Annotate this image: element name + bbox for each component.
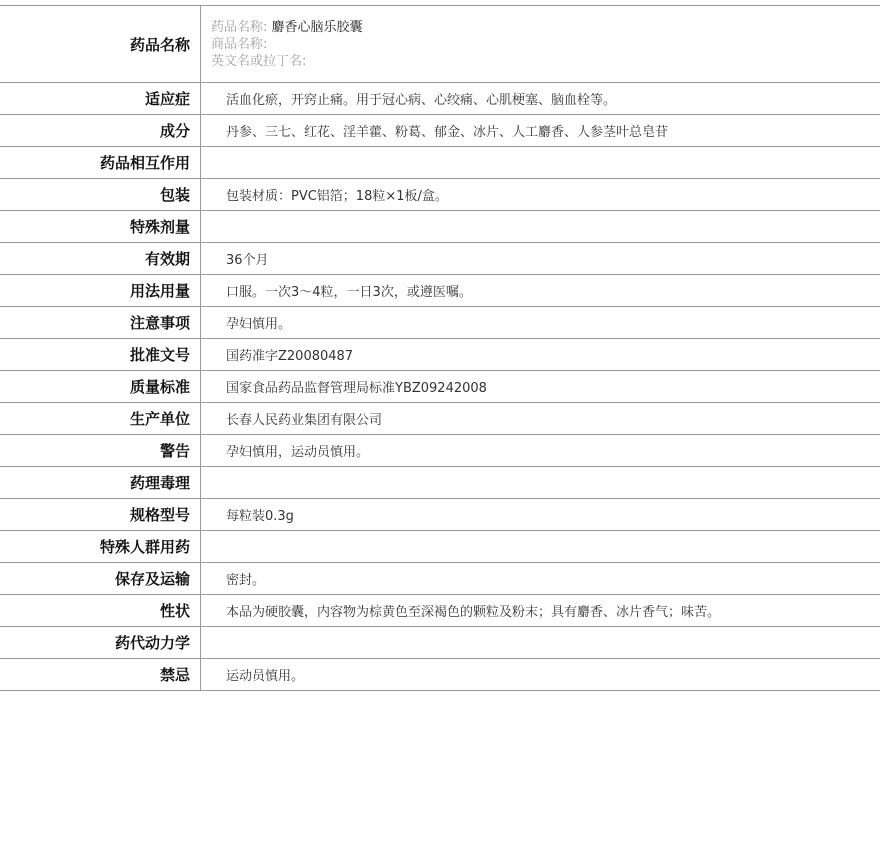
drug-name-block bbox=[201, 6, 880, 83]
spec-label-drug-name: 药品名称 bbox=[0, 6, 201, 83]
spec-label: 特殊剂量 bbox=[0, 211, 201, 243]
spec-label: 批准文号 bbox=[0, 339, 201, 371]
spec-label: 警告 bbox=[0, 435, 201, 467]
spec-row-precautions bbox=[0, 307, 880, 339]
drug-spec-table bbox=[0, 5, 880, 691]
spec-row-special-populations bbox=[0, 531, 880, 563]
spec-value bbox=[201, 531, 880, 563]
spec-label: 性状 bbox=[0, 595, 201, 627]
spec-row-dosage bbox=[0, 275, 880, 307]
spec-value bbox=[201, 627, 880, 659]
spec-value: 丹参、三七、红花、淫羊藿、粉葛、郁金、冰片、人工麝香、人参茎叶总皂苷 bbox=[201, 115, 880, 147]
spec-row-interactions bbox=[0, 147, 880, 179]
spec-row-pharmacology bbox=[0, 467, 880, 499]
spec-value: 活血化瘀，开窍止痛。用于冠心病、心绞痛、心肌梗塞、脑血栓等。 bbox=[201, 83, 880, 115]
spec-row-drug-name bbox=[0, 6, 880, 83]
spec-row-indications bbox=[0, 83, 880, 115]
latin-name-label: 英文名或拉丁名: bbox=[211, 53, 307, 69]
spec-value: 孕妇慎用，运动员慎用。 bbox=[201, 435, 880, 467]
spec-value bbox=[201, 211, 880, 243]
spec-row-shelf-life bbox=[0, 243, 880, 275]
spec-label: 有效期 bbox=[0, 243, 201, 275]
spec-row-description bbox=[0, 595, 880, 627]
spec-value: 口服。一次3～4粒，一日3次，或遵医嘱。 bbox=[201, 275, 880, 307]
spec-label: 用法用量 bbox=[0, 275, 201, 307]
spec-label: 成分 bbox=[0, 115, 201, 147]
spec-row-specification bbox=[0, 499, 880, 531]
spec-row-approval-number bbox=[0, 339, 880, 371]
trade-name-line bbox=[211, 36, 880, 53]
spec-label: 注意事项 bbox=[0, 307, 201, 339]
spec-row-storage bbox=[0, 563, 880, 595]
spec-label: 包装 bbox=[0, 179, 201, 211]
spec-label: 质量标准 bbox=[0, 371, 201, 403]
spec-value: 包装材质：PVC铝箔；18粒×1板/盒。 bbox=[201, 179, 880, 211]
spec-value: 孕妇慎用。 bbox=[201, 307, 880, 339]
spec-value bbox=[201, 467, 880, 499]
spec-row-manufacturer bbox=[0, 403, 880, 435]
spec-value bbox=[201, 147, 880, 179]
spec-value: 每粒装0.3g bbox=[201, 499, 880, 531]
spec-label: 适应症 bbox=[0, 83, 201, 115]
spec-label: 药品相互作用 bbox=[0, 147, 201, 179]
drug-name-value: 麝香心脑乐胶囊 bbox=[271, 19, 363, 35]
spec-row-pharmacokinetics bbox=[0, 627, 880, 659]
latin-name-line bbox=[211, 53, 880, 70]
spec-label: 特殊人群用药 bbox=[0, 531, 201, 563]
spec-value: 密封。 bbox=[201, 563, 880, 595]
spec-value: 本品为硬胶囊，内容物为棕黄色至深褐色的颗粒及粉末；具有麝香、冰片香气；味苦。 bbox=[201, 595, 880, 627]
spec-row-packaging bbox=[0, 179, 880, 211]
spec-row-contraindications bbox=[0, 659, 880, 691]
spec-label: 规格型号 bbox=[0, 499, 201, 531]
spec-value: 长春人民药业集团有限公司 bbox=[201, 403, 880, 435]
spec-value: 36个月 bbox=[201, 243, 880, 275]
spec-row-warning bbox=[0, 435, 880, 467]
drug-name-line bbox=[211, 19, 880, 36]
spec-row-quality-standard bbox=[0, 371, 880, 403]
spec-label: 生产单位 bbox=[0, 403, 201, 435]
spec-label: 药代动力学 bbox=[0, 627, 201, 659]
spec-value: 运动员慎用。 bbox=[201, 659, 880, 691]
spec-label: 保存及运输 bbox=[0, 563, 201, 595]
drug-name-label: 药品名称: bbox=[211, 19, 268, 35]
spec-label: 药理毒理 bbox=[0, 467, 201, 499]
spec-label: 禁忌 bbox=[0, 659, 201, 691]
spec-row-ingredients bbox=[0, 115, 880, 147]
spec-value: 国家食品药品监督管理局标准YBZ09242008 bbox=[201, 371, 880, 403]
trade-name-label: 商品名称: bbox=[211, 36, 268, 52]
drug-spec-body bbox=[0, 6, 880, 691]
spec-value: 国药准字Z20080487 bbox=[201, 339, 880, 371]
spec-row-special-dosage bbox=[0, 211, 880, 243]
